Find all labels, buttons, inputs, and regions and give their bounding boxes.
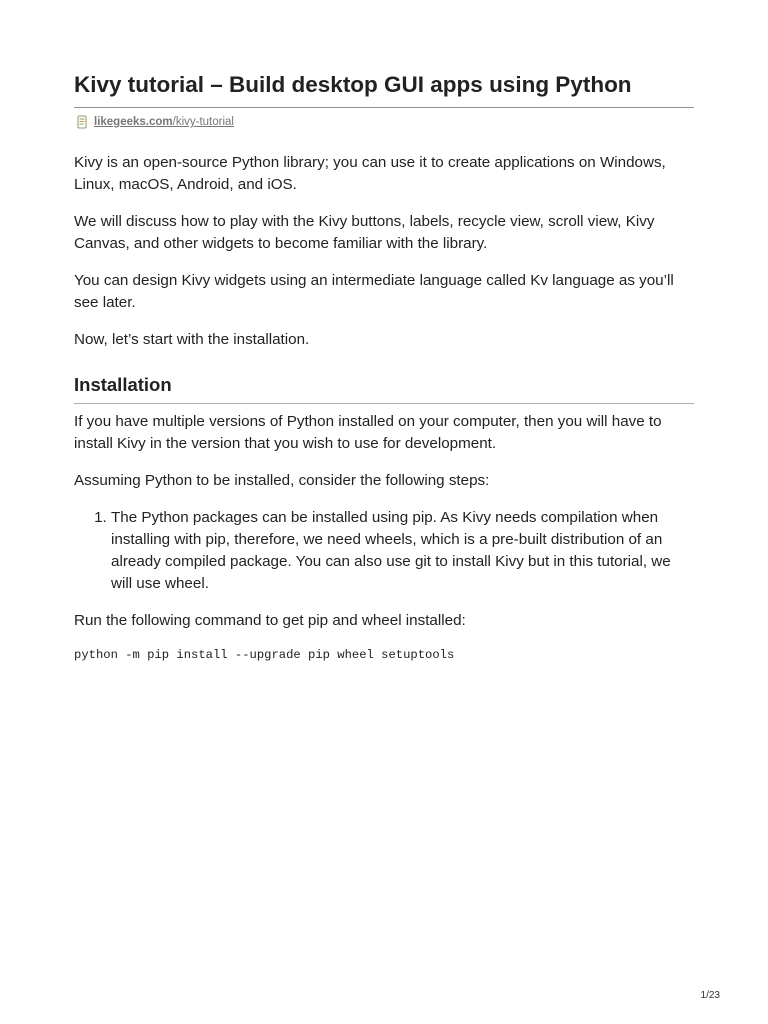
installation-steps-list	[74, 507, 694, 595]
list-item: 1. The Python packages can be installed using pip. As Kivy needs compilation when installing with pip, therefore, we need wheels, which is a pre-built distribution of an already compiled package. You can also use git to install Kivy but in this tutorial, we will use wheel.	[111, 507, 694, 595]
intro-paragraph: You can design Kivy widgets using an intermediate language called Kv language as you’ll see later.	[74, 272, 674, 311]
title-divider	[74, 107, 694, 108]
intro-paragraph: We will discuss how to play with the Kivy buttons, labels, recycle view, scroll view, Kivy Canvas, and other widgets to become familiar with the library.	[74, 213, 655, 252]
installation-paragraph: Assuming Python to be installed, consider the following steps:	[74, 472, 490, 489]
section-divider	[74, 403, 694, 404]
page-number: 1/23	[700, 990, 720, 1001]
intro-paragraph: Now, let’s start with the installation.	[74, 331, 310, 348]
page-title: Kivy tutorial – Build desktop GUI apps using Python	[74, 72, 632, 97]
source-path[interactable]: /kivy-tutorial	[172, 116, 234, 128]
article	[74, 70, 694, 664]
source-domain[interactable]: likegeeks.com	[94, 116, 173, 128]
installation-paragraph: Run the following command to get pip and wheel installed:	[74, 612, 466, 629]
section-heading-installation: Installation	[74, 374, 172, 395]
code-block: python -m pip install --upgrade pip wheel setuptools	[74, 648, 455, 662]
intro-paragraph: Kivy is an open-source Python library; you can use it to create applications on Windows, Linux, macOS, Android, and iOS.	[74, 154, 666, 193]
source-link[interactable]	[74, 114, 694, 130]
installation-paragraph: If you have multiple versions of Python installed on your computer, then you will have to install Kivy in the version that you wish to use for development.	[74, 413, 662, 452]
site-favicon-icon	[76, 115, 88, 129]
